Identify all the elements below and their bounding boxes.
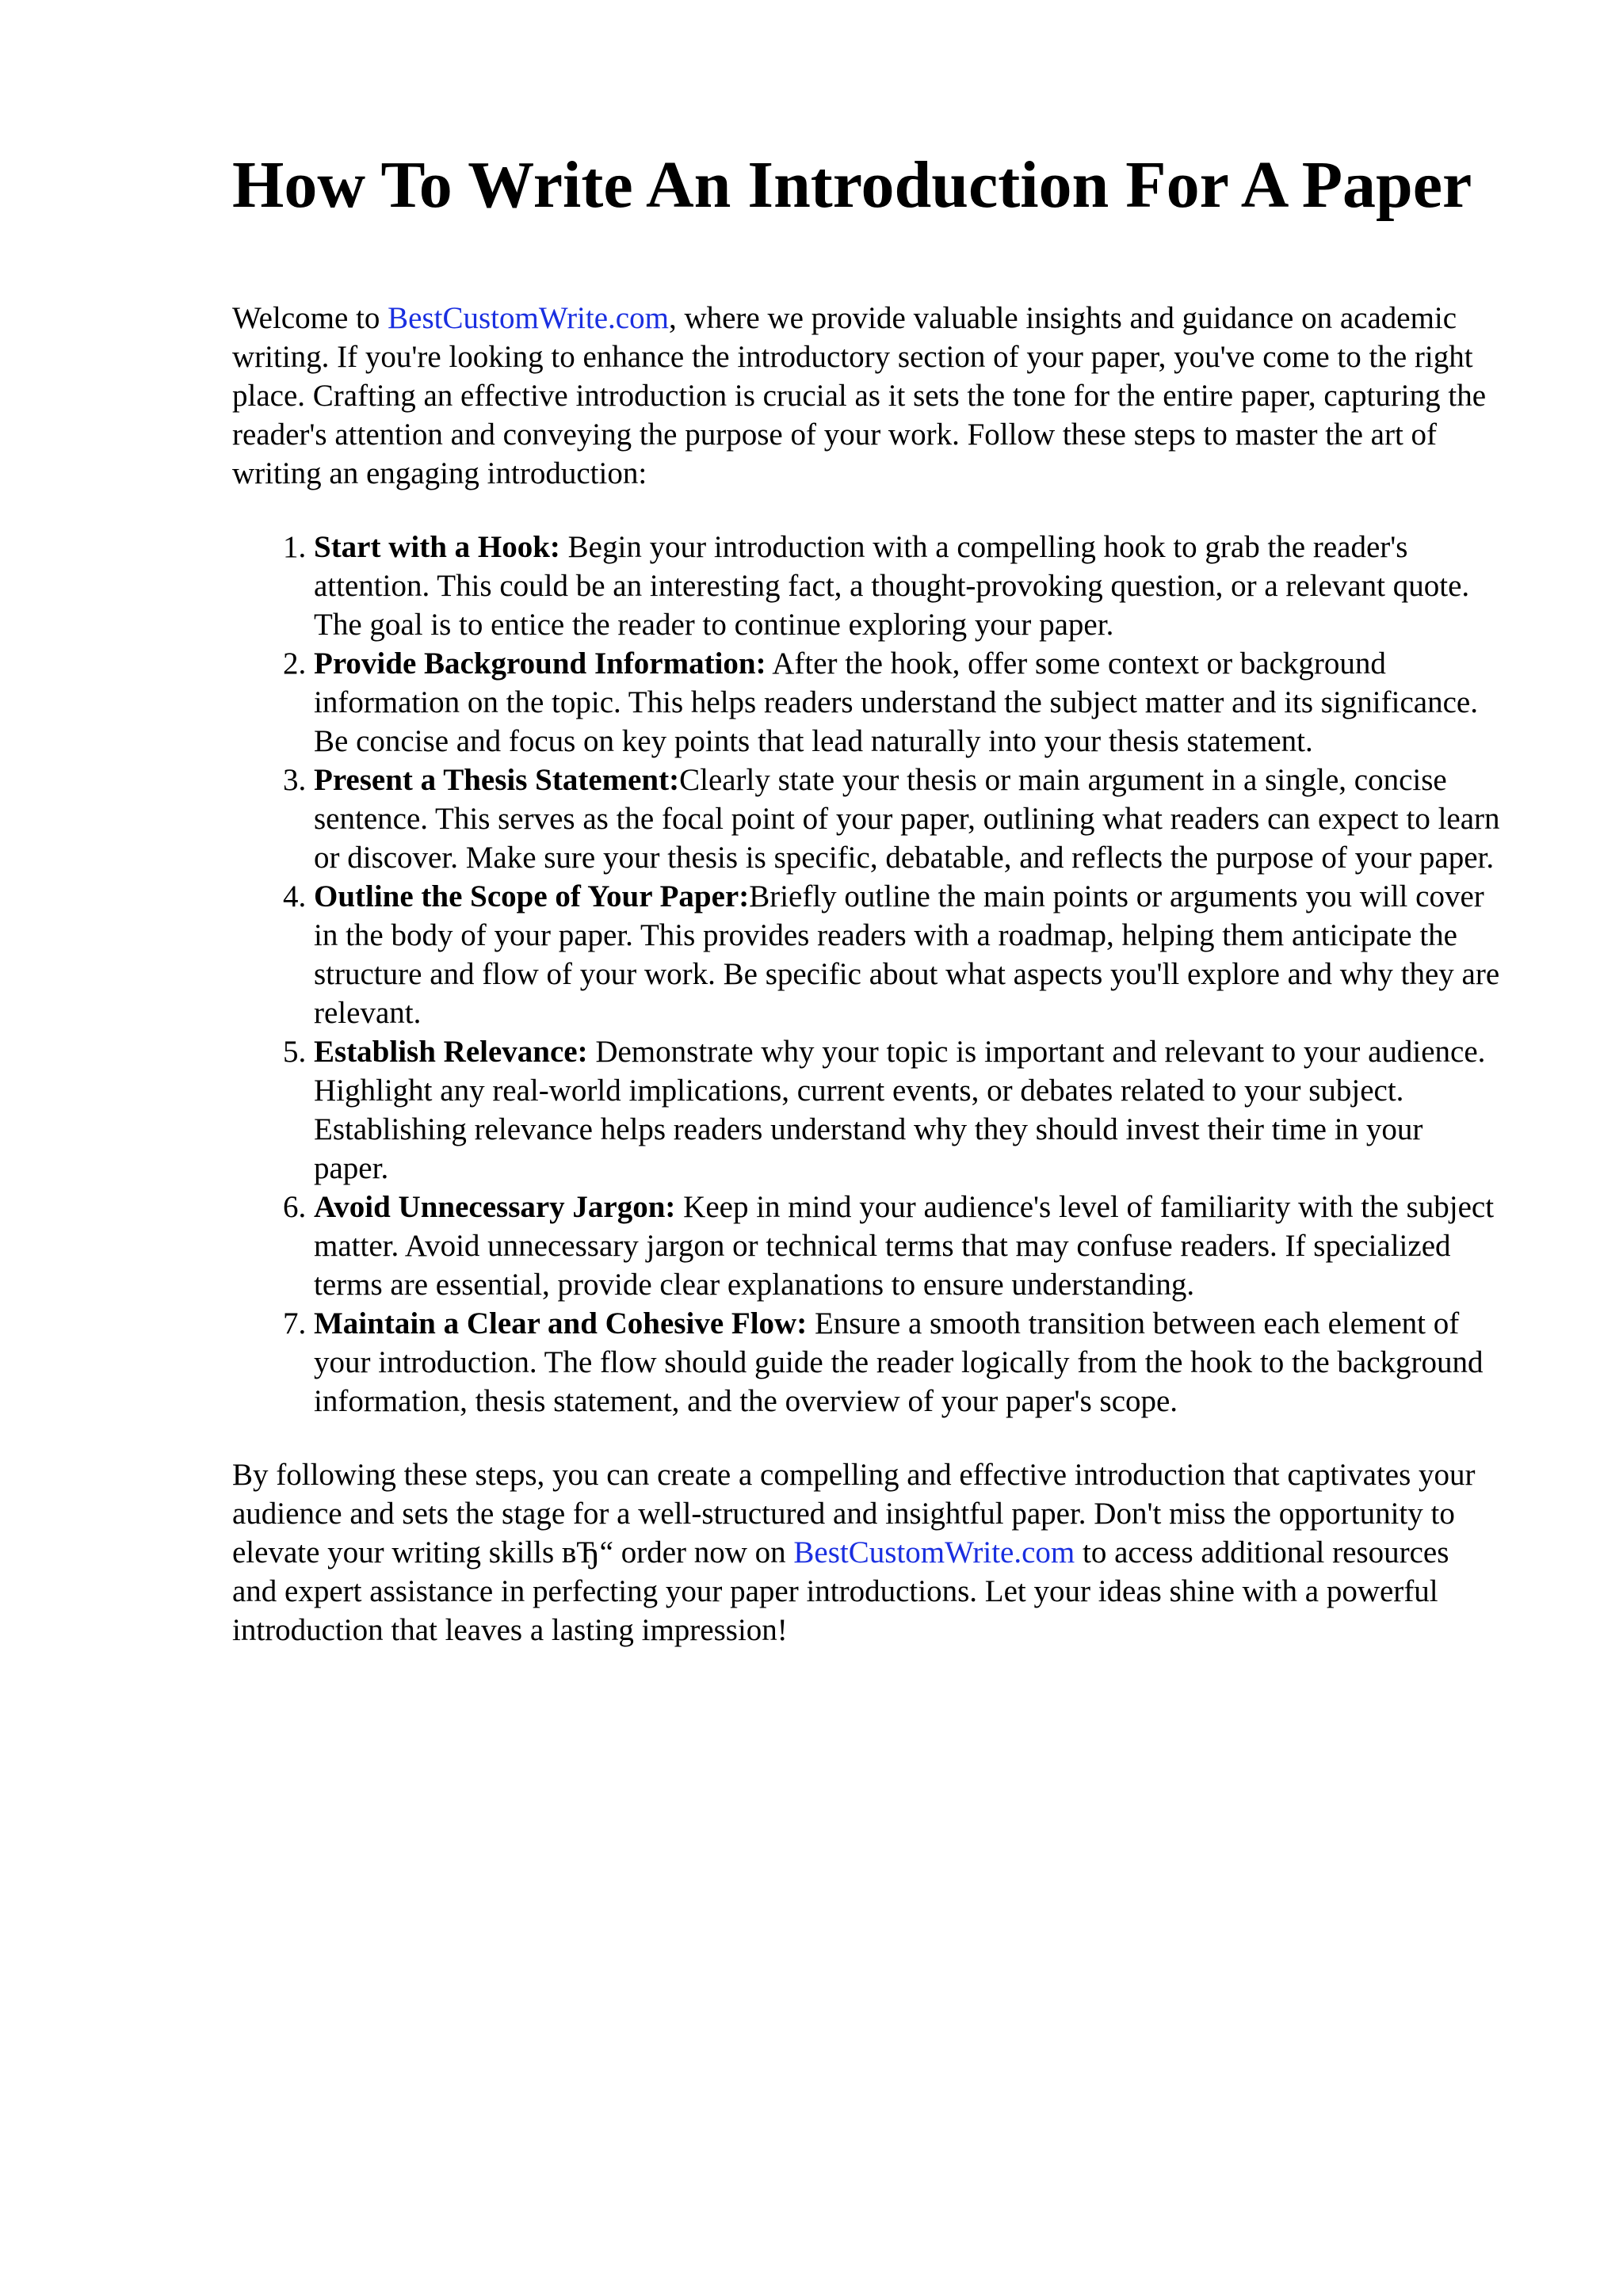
step-text: Ensure a smooth transition between each element of your introduction. The flow should guide the reader logically from the hook to the background information, thesis statement, and the overview of your paper's scope. [314, 1306, 1484, 1418]
step-text: Clearly state your thesis or main argument in a single, concise sentence. This serves as the focal point of your paper, outlining what readers can expect to learn or discover. Make sure your thesis is specific, debatable, and reflects the purpose of your paper. [314, 762, 1500, 875]
list-item [314, 877, 1500, 1032]
list-item [314, 644, 1500, 761]
step-title: Outline the Scope of Your Paper: [314, 879, 750, 913]
step-text: After the hook, offer some context or background information on the topic. This helps readers understand the subject matter and its significance. Be concise and focus on key points that lead naturally into your thesis statement. [314, 646, 1478, 758]
step-title: Establish Relevance: [314, 1034, 588, 1069]
list-item [314, 528, 1500, 644]
list-item [314, 1032, 1500, 1188]
step-title: Provide Background Information: [314, 646, 766, 681]
outro-paragraph [232, 1455, 1500, 1650]
step-title: Start with a Hook: [314, 529, 560, 564]
outro-text-suffix: to access additional resources and expert assistance in perfecting your paper introductions. Let your ideas shine with a powerful introduction that leaves a lasting impression! [232, 1535, 1449, 1647]
document-page [232, 147, 1500, 1650]
step-title: Present a Thesis Statement: [314, 762, 680, 797]
intro-paragraph [232, 299, 1500, 493]
list-item [314, 1188, 1500, 1304]
step-title: Avoid Unnecessary Jargon: [314, 1189, 676, 1224]
intro-text-prefix: Welcome to [232, 300, 388, 335]
intro-text-suffix: , where we provide valuable insights and guidance on academic writing. If you're looking to enhance the introductory section of your paper, you've come to the right place. Crafting an effective introduction is crucial as it sets the tone for the entire paper, capturing the reader's attention and conveying the purpose of your work. Follow these steps to master the art of writing an engaging introduction: [232, 300, 1487, 490]
list-item [314, 1304, 1500, 1421]
step-text: Briefly outline the main points or arguments you will cover in the body of your paper. This provides readers with a roadmap, helping them anticipate the structure and flow of your work. Be specific about what aspects you'll explore and why they are relevant. [314, 879, 1500, 1030]
outro-site-link[interactable]: BestCustomWrite.com [793, 1535, 1075, 1569]
steps-list [232, 528, 1500, 1421]
list-item [314, 761, 1500, 877]
page-title: How To Write An Introduction For A Paper [232, 148, 1472, 222]
step-text: Keep in mind your audience's level of familiarity with the subject matter. Avoid unnecessary jargon or technical terms that may confuse readers. If specialized terms are essential, provide clear explanations to ensure understanding. [314, 1189, 1495, 1302]
step-title: Maintain a Clear and Cohesive Flow: [314, 1306, 808, 1341]
intro-site-link[interactable]: BestCustomWrite.com [388, 300, 669, 335]
step-text: Demonstrate why your topic is important and relevant to your audience. Highlight any real-world implications, current events, or debates related to your subject. Establishing relevance helps readers understand why they should invest their time in your paper. [314, 1034, 1486, 1185]
outro-text-prefix: By following these steps, you can create a compelling and effective introduction that captivates your audience and sets the stage for a well-structured and insightful paper. Don't miss the opportunity to elevate your writing skills вЂ“ order now on [232, 1457, 1476, 1569]
step-text: Begin your introduction with a compelling hook to grab the reader's attention. This could be an interesting fact, a thought-provoking question, or a relevant quote. The goal is to entice the reader to continue exploring your paper. [314, 529, 1470, 642]
